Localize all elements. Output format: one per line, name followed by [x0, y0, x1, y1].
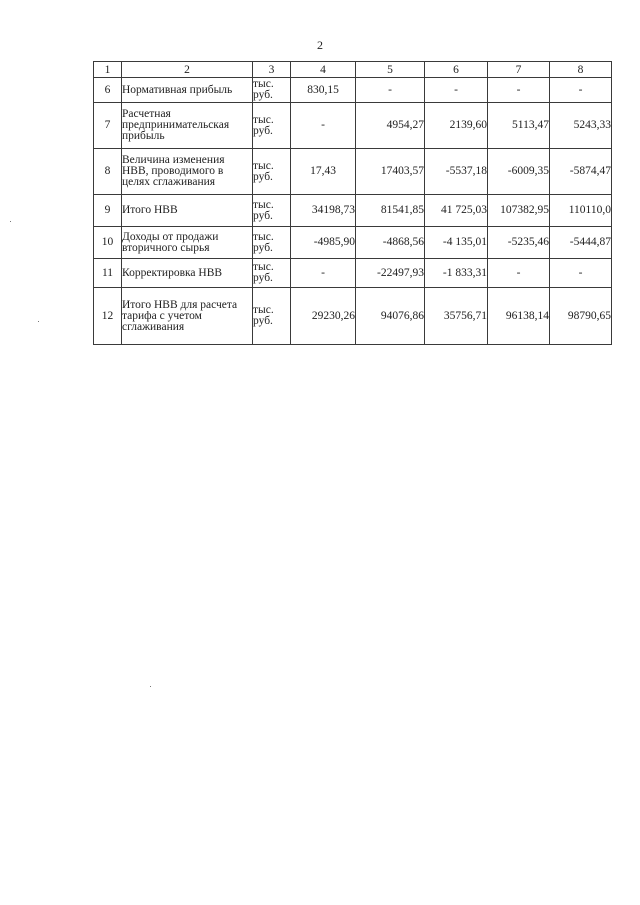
value-cell: - — [488, 259, 550, 288]
row-name: Расчетная предпринимательская прибыль — [122, 103, 253, 149]
header-cell: 2 — [122, 62, 253, 78]
row-number: 12 — [94, 288, 122, 345]
value-cell: 5243,33 — [550, 103, 612, 149]
value-cell: -4 135,01 — [425, 227, 488, 259]
value-cell: 29230,26 — [291, 288, 356, 345]
row-number: 7 — [94, 103, 122, 149]
scan-speck — [38, 321, 39, 322]
value-cell: 94076,86 — [356, 288, 425, 345]
row-name: Итого НВВ — [122, 195, 253, 227]
table-row — [94, 149, 612, 195]
tariff-table — [93, 61, 612, 345]
table-row — [94, 103, 612, 149]
row-name: Корректировка НВВ — [122, 259, 253, 288]
row-unit: тыс. руб. — [253, 78, 291, 103]
value-cell: - — [488, 78, 550, 103]
value-cell: 2139,60 — [425, 103, 488, 149]
value-cell: 17403,57 — [356, 149, 425, 195]
row-unit: тыс. руб. — [253, 149, 291, 195]
value-cell: - — [550, 259, 612, 288]
value-cell: - — [550, 78, 612, 103]
header-cell: 5 — [356, 62, 425, 78]
value-cell: -4868,56 — [356, 227, 425, 259]
table-row — [94, 259, 612, 288]
table-row — [94, 195, 612, 227]
value-cell: -22497,93 — [356, 259, 425, 288]
header-cell: 3 — [253, 62, 291, 78]
row-unit: тыс. руб. — [253, 227, 291, 259]
row-name: Доходы от продажи вторичного сырья — [122, 227, 253, 259]
value-cell: 830,15 — [291, 78, 356, 103]
header-cell: 8 — [550, 62, 612, 78]
value-cell: - — [425, 78, 488, 103]
table-row — [94, 78, 612, 103]
value-cell: 110110,0 — [550, 195, 612, 227]
value-cell: -1 833,31 — [425, 259, 488, 288]
value-cell: 96138,14 — [488, 288, 550, 345]
row-name: Итого НВВ для расчета тарифа с учетом сглаживания — [122, 288, 253, 345]
scan-speck — [10, 221, 11, 222]
value-cell: 107382,95 — [488, 195, 550, 227]
header-cell: 6 — [425, 62, 488, 78]
header-cell: 1 — [94, 62, 122, 78]
value-cell: 34198,73 — [291, 195, 356, 227]
value-cell: -4985,90 — [291, 227, 356, 259]
value-cell: 4954,27 — [356, 103, 425, 149]
row-unit: тыс. руб. — [253, 259, 291, 288]
page-number: 2 — [317, 38, 323, 52]
row-number: 8 — [94, 149, 122, 195]
value-cell: - — [356, 78, 425, 103]
value-cell: 35756,71 — [425, 288, 488, 345]
value-cell: - — [291, 103, 356, 149]
row-number: 9 — [94, 195, 122, 227]
scan-speck — [150, 686, 151, 687]
value-cell: 17,43 — [291, 149, 356, 195]
table-row — [94, 288, 612, 345]
value-cell: 81541,85 — [356, 195, 425, 227]
value-cell: -5874,47 — [550, 149, 612, 195]
row-name: Величина изменения НВВ, проводимого в целях сглаживания — [122, 149, 253, 195]
row-unit: тыс. руб. — [253, 195, 291, 227]
value-cell: 41 725,03 — [425, 195, 488, 227]
value-cell: 5113,47 — [488, 103, 550, 149]
value-cell: -5235,46 — [488, 227, 550, 259]
row-unit: тыс. руб. — [253, 103, 291, 149]
value-cell: - — [291, 259, 356, 288]
header-cell: 7 — [488, 62, 550, 78]
table-row — [94, 227, 612, 259]
value-cell: 98790,65 — [550, 288, 612, 345]
value-cell: -6009,35 — [488, 149, 550, 195]
row-number: 6 — [94, 78, 122, 103]
value-cell: -5444,87 — [550, 227, 612, 259]
row-number: 11 — [94, 259, 122, 288]
row-name: Нормативная прибыль — [122, 78, 253, 103]
header-cell: 4 — [291, 62, 356, 78]
value-cell: -5537,18 — [425, 149, 488, 195]
table-header-row — [94, 62, 612, 78]
row-number: 10 — [94, 227, 122, 259]
row-unit: тыс. руб. — [253, 288, 291, 345]
